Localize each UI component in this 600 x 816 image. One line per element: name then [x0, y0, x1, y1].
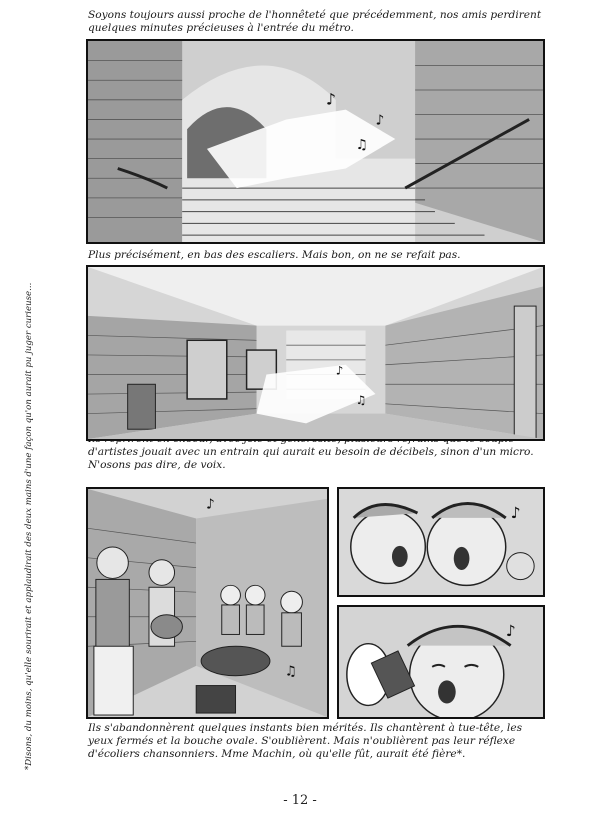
- caption-3: d'artistes jouait avec un entrain qui aurait eu besoin de décibels, sinon d'un micro. N'osons pas dire, de voix.: [88, 446, 534, 471]
- svg-text:♪: ♪: [510, 504, 521, 522]
- svg-text:♫: ♫: [355, 392, 367, 407]
- panel-musicians: [86, 487, 329, 719]
- caption-1: Soyons toujours aussi proche de l'honnêteté que précédemment, nos amis perdirent quelques minutes précieuses à l'entrée du métro.: [88, 9, 542, 34]
- svg-text:♪: ♪: [325, 89, 337, 109]
- page-number: - 12 -: [283, 793, 317, 808]
- side-footnote: *Disons, du moins, qu'elle sourirait et applaudirait des deux mains d'une façon qu'on aurait pu juger curieuse...: [24, 282, 34, 770]
- panel-child-singing: [337, 605, 545, 719]
- panel-corridor: [86, 265, 545, 441]
- caption-2: Plus précisément, en bas des escaliers. Mais bon, on ne se refait pas.: [88, 249, 461, 261]
- svg-text:♫: ♫: [355, 136, 369, 153]
- panel-kids-closeup: [337, 487, 545, 597]
- caption-4: Ils s'abandonnèrent quelques instants bien mérités. Ils chantèrent à tue-tête, les yeux fermés et la bouche ovale. S'oublièrent. Mais n'oublièrent pas leur réflexe d'écoliers chansonniers. Mme Machin, où qu'elle fût, aurait été fière*.: [88, 722, 523, 760]
- svg-text:♪: ♪: [505, 622, 516, 640]
- svg-text:♪: ♪: [375, 112, 385, 129]
- svg-text:♪: ♪: [206, 496, 215, 513]
- svg-text:♫: ♫: [284, 663, 298, 680]
- panel-stairs: [86, 39, 545, 244]
- svg-text:♪: ♪: [335, 363, 344, 378]
